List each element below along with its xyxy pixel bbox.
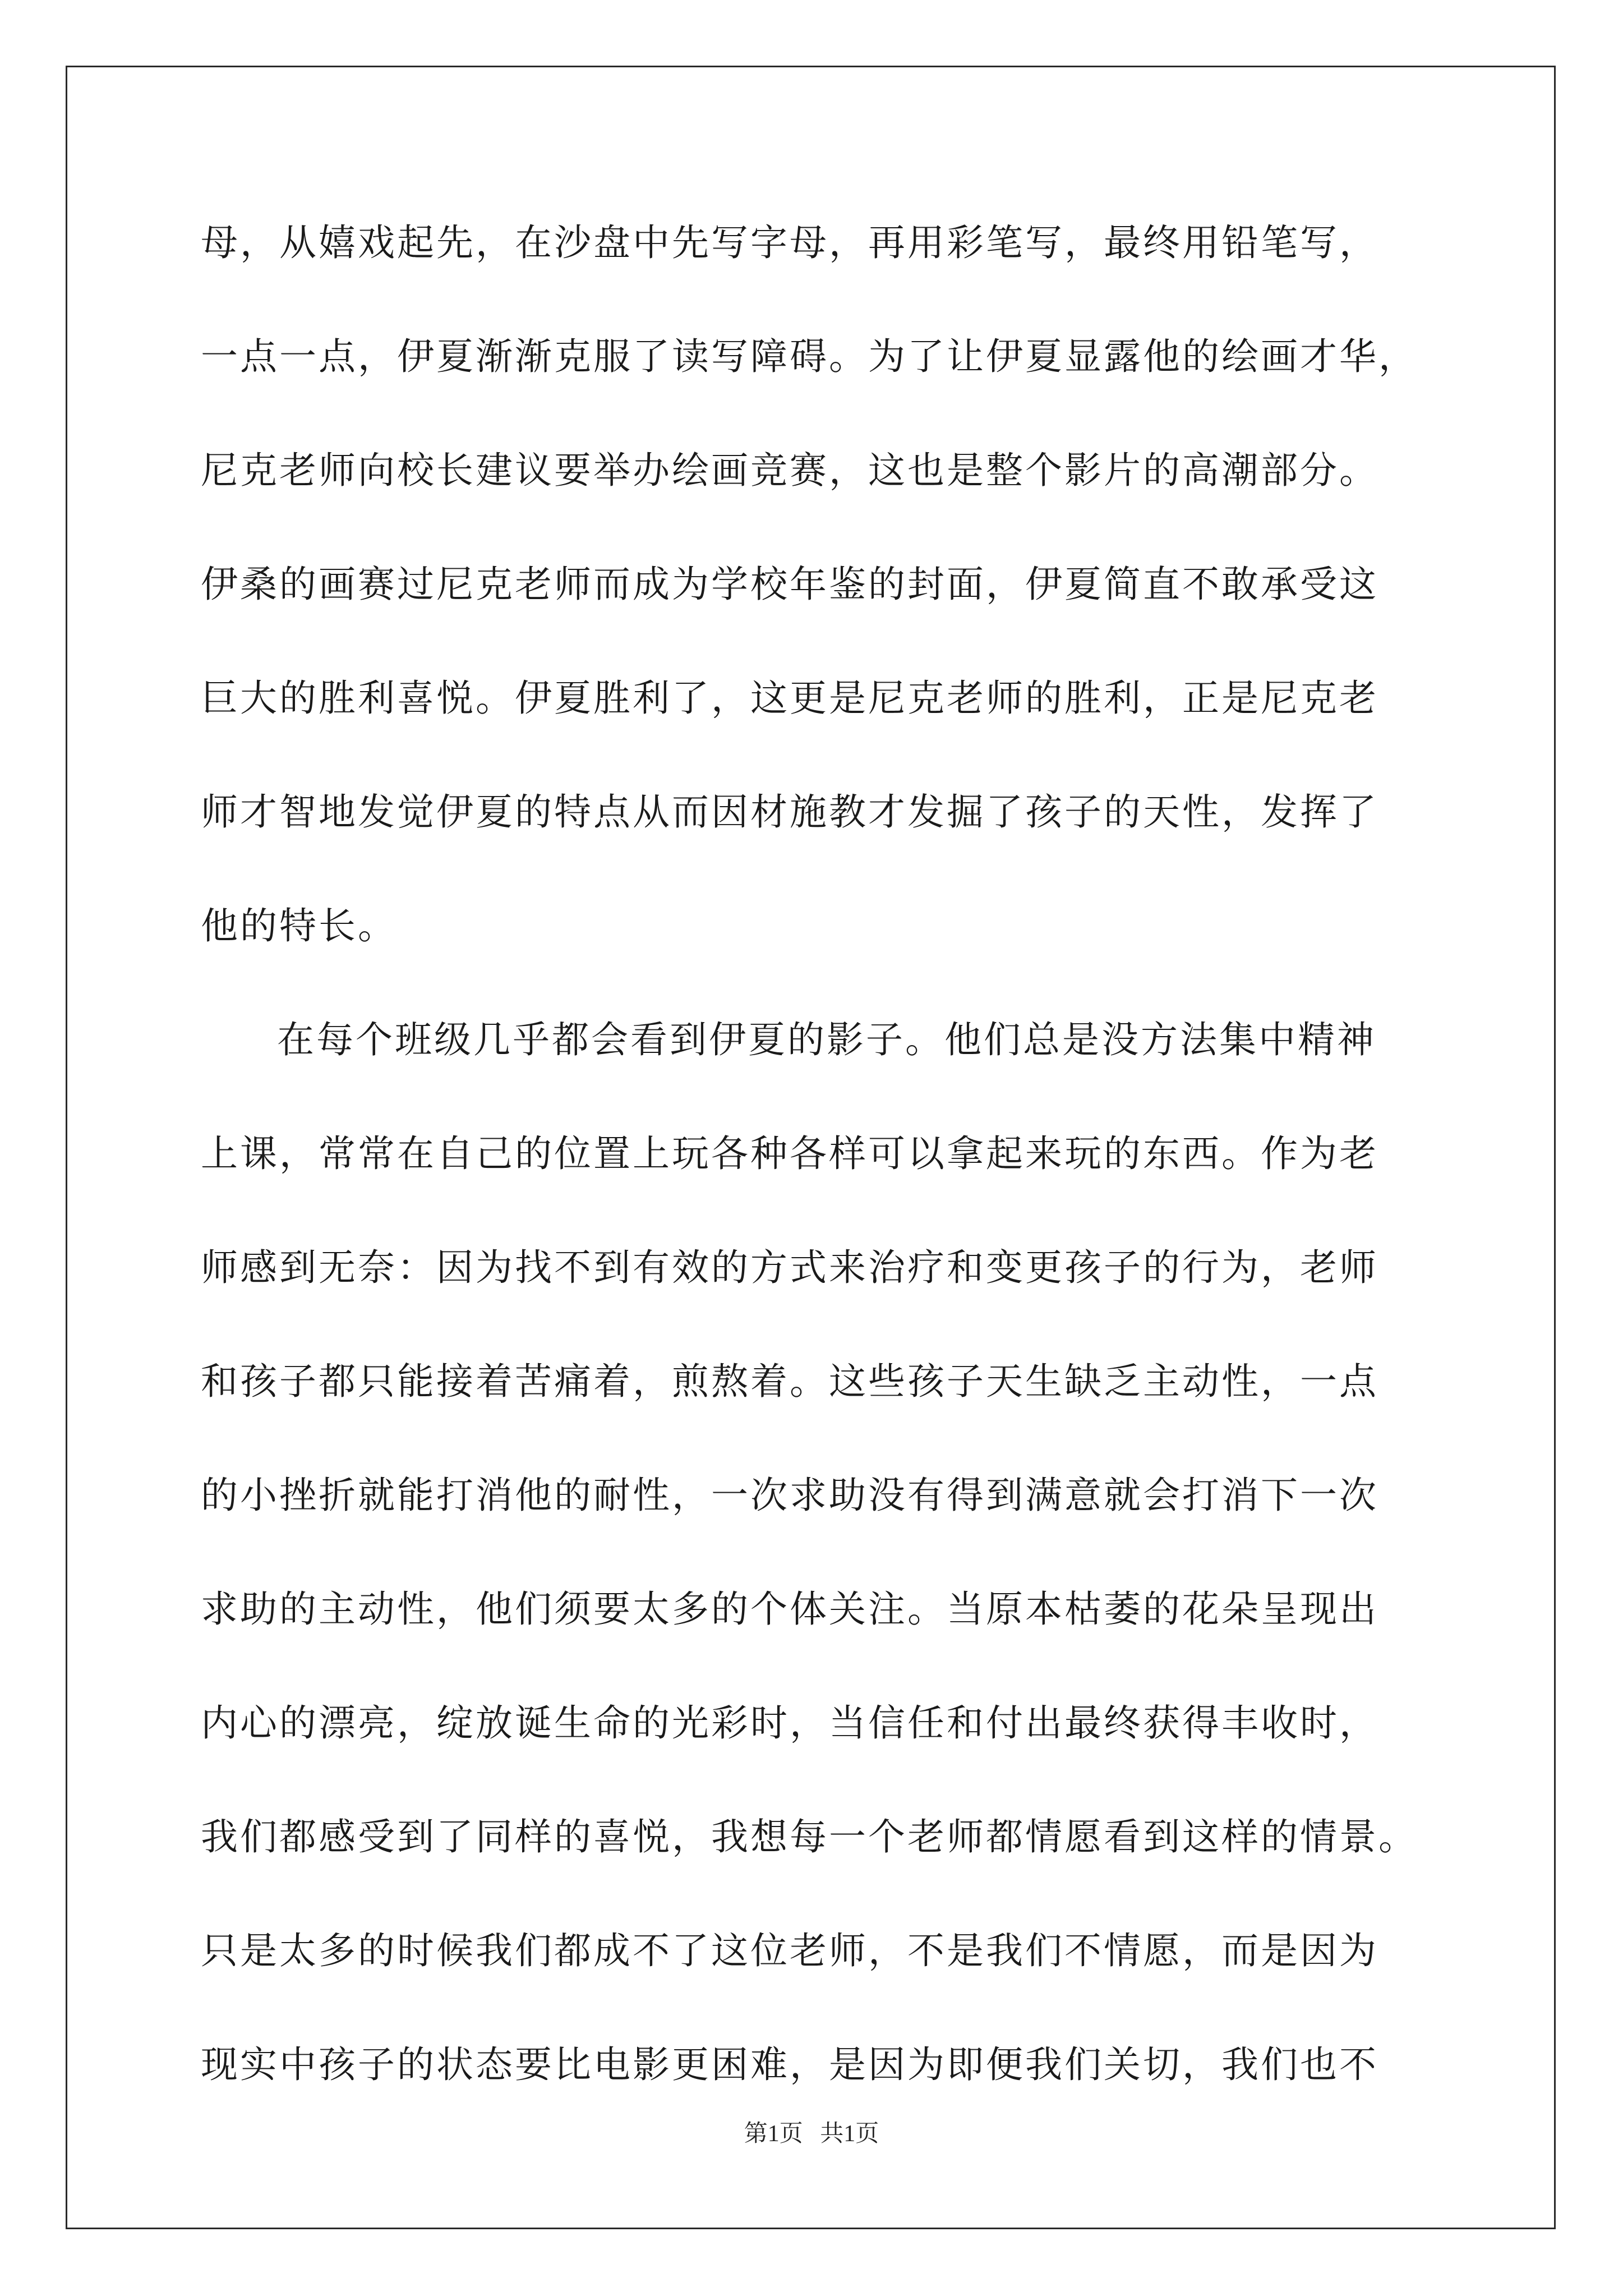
text-line: 尼克老师向校长建议要举办绘画竞赛，这也是整个影片的高潮部分。 bbox=[201, 449, 1378, 492]
text-line: 师感到无奈：因为找不到有效的方式来治疗和变更孩子的行为，老师 bbox=[201, 1246, 1378, 1289]
text-line: 和孩子都只能接着苦痛着，煎熬着。这些孩子天生缺乏主动性，一点 bbox=[201, 1360, 1378, 1403]
text-line: 一点一点，伊夏渐渐克服了读写障碍。为了让伊夏显露他的绘画才华， bbox=[201, 335, 1418, 378]
text-line: 他的特长。 bbox=[201, 904, 397, 947]
text-line: 上课，常常在自己的位置上玩各种各样可以拿起来玩的东西。作为老 bbox=[201, 1132, 1378, 1175]
text-line: 现实中孩子的状态要比电影更困难，是因为即便我们关切，我们也不 bbox=[201, 2043, 1378, 2086]
text-line: 师才智地发觉伊夏的特点从而因材施教才发掘了孩子的天性，发挥了 bbox=[201, 790, 1378, 834]
text-line: 只是太多的时候我们都成不了这位老师，不是我们不情愿，而是因为 bbox=[201, 1929, 1378, 1972]
page-number: 第1页 bbox=[744, 2121, 803, 2147]
text-line: 内心的漂亮，绽放诞生命的光彩时，当信任和付出最终获得丰收时， bbox=[201, 1701, 1378, 1745]
text-line: 我们都感受到了同样的喜悦，我想每一个老师都情愿看到这样的情景。 bbox=[201, 1815, 1418, 1858]
text-line: 求助的主动性，他们须要太多的个体关注。当原本枯萎的花朵呈现出 bbox=[201, 1588, 1378, 1631]
text-line: 巨大的胜利喜悦。伊夏胜利了，这更是尼克老师的胜利，正是尼克老 bbox=[201, 677, 1378, 720]
text-line: 伊桑的画赛过尼克老师而成为学校年鉴的封面，伊夏简直不敢承受这 bbox=[201, 563, 1378, 606]
text-line: 在每个班级几乎都会看到伊夏的影子。他们总是没方法集中精神 bbox=[277, 1018, 1376, 1061]
text-line: 母，从嬉戏起先，在沙盘中先写字母，再用彩笔写，最终用铅笔写， bbox=[201, 221, 1378, 264]
text-line: 的小挫折就能打消他的耐性，一次求助没有得到满意就会打消下一次 bbox=[201, 1474, 1378, 1517]
page-footer bbox=[0, 2115, 1623, 2148]
page-total: 共1页 bbox=[820, 2121, 879, 2147]
